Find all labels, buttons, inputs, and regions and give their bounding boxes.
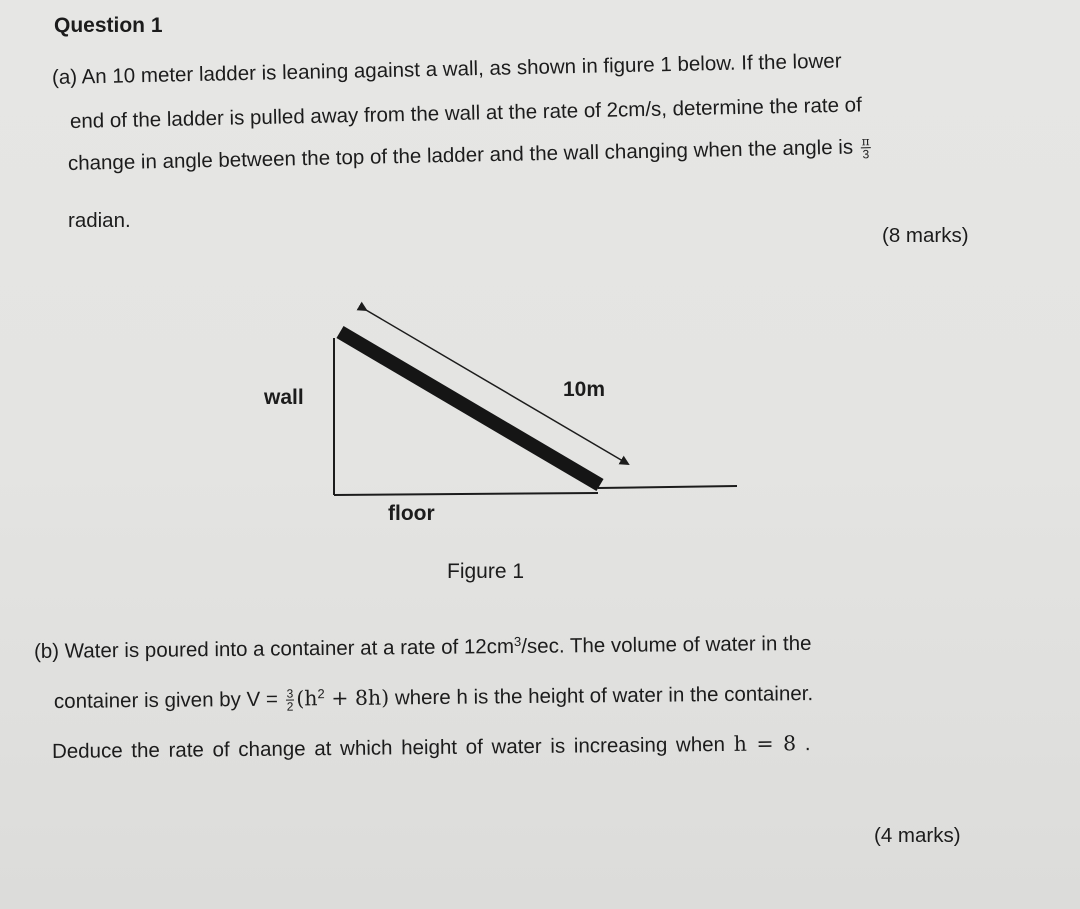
part-a-line-1: (a) An 10 meter ladder is leaning against a wall, as shown in figure 1 below. If the lower [51,49,842,89]
squared-superscript: 2 [317,686,325,702]
cubed-superscript: 3 [513,633,522,649]
volume-formula-open: (h [296,686,318,711]
part-b-line-2-post: where h is the height of water in the container. [389,682,814,710]
angle-numerator: π [861,134,870,149]
part-b-marks: (4 marks) [874,824,961,847]
volume-fraction [285,688,294,713]
part-a-line-2: end of the ladder is pulled away from the wall at the rate of 2cm/s, determine the rate of [69,93,863,133]
part-b-line-3-post: . [796,732,811,756]
question-title: Question 1 [54,14,163,37]
part-a-marks: (8 marks) [882,224,969,247]
figure-caption: Figure 1 [447,560,525,583]
ladder-length-label: 10m [563,378,606,401]
floor-extension-line [598,486,737,488]
floor-line [334,493,598,495]
part-b-line-2-pre: container is given by V = [53,687,279,713]
part-b-line-3-pre: Deduce the rate of change at which height of water is increasing when [51,732,734,763]
volume-fraction-numerator: 3 [286,686,294,701]
volume-formula-close: + 8h) [324,685,390,711]
floor-label: floor [388,502,435,525]
wall-label: wall [264,386,304,409]
part-a-line-4: radian. [68,209,131,232]
angle-denominator: 3 [862,147,870,162]
part-b-line-1-post: /sec. The volume of water in the [521,631,812,658]
ladder [340,332,600,485]
part-b-line-1-pre: (b) Water is poured into a container at a rate of 12cm [33,634,515,663]
volume-fraction-denominator: 2 [286,699,294,714]
height-equation: h = 8 [733,731,797,756]
part-a-line-3-text: change in angle between the top of the ladder and the wall changing when the angle is [67,135,854,175]
